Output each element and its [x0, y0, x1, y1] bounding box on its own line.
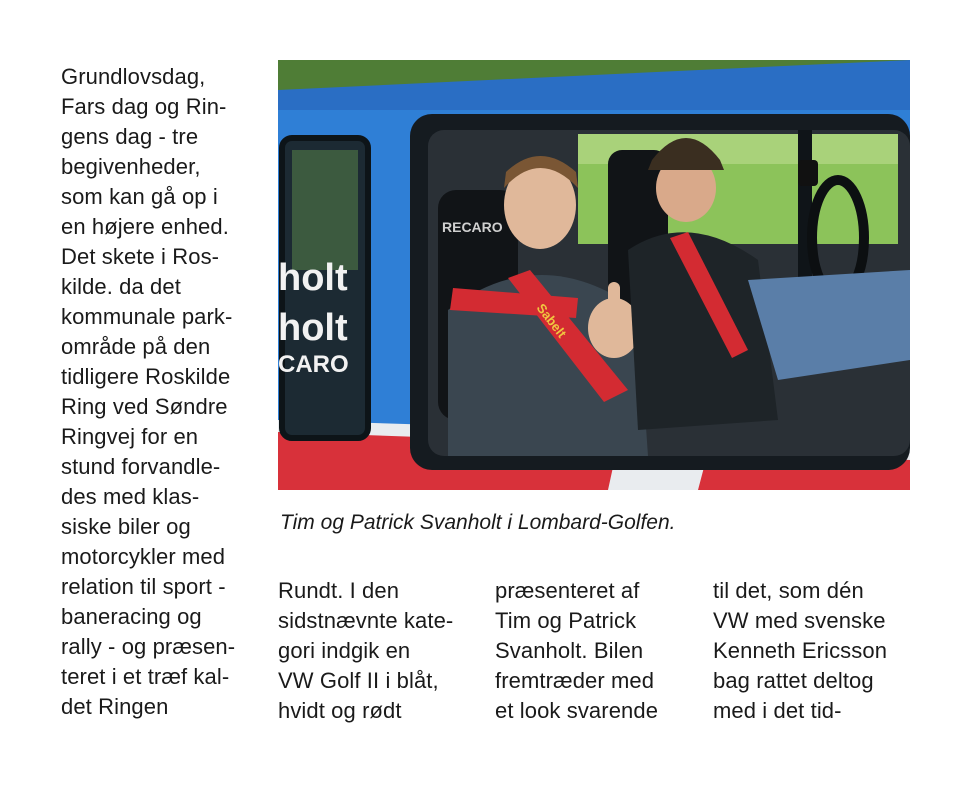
- text-line: rally - og præsen-: [61, 634, 236, 659]
- text-line: til det, som dén: [713, 578, 864, 603]
- text-line: med i det tid-: [713, 698, 842, 723]
- text-line: Ringvej for en: [61, 424, 199, 449]
- text-line: Kenneth Ericsson: [713, 638, 888, 663]
- article-column-b: [495, 576, 700, 726]
- door-text-2: holt: [278, 307, 348, 349]
- text-line: gori indgik en: [278, 638, 411, 663]
- text-line: VW med svenske: [713, 608, 886, 633]
- photo-illustration: [278, 60, 910, 490]
- text-line: det Ringen: [61, 694, 169, 719]
- door-text-1: holt: [278, 257, 348, 299]
- text-line: tidligere Roskilde: [61, 364, 231, 389]
- text-line: område på den: [61, 334, 211, 359]
- belt-text: Sabelt: [533, 300, 570, 341]
- text-line: des med klas-: [61, 484, 200, 509]
- text-line: gens dag - tre: [61, 124, 199, 149]
- text-line: et look svarende: [495, 698, 659, 723]
- text-line: Fars dag og Rin-: [61, 94, 227, 119]
- text-line: relation til sport -: [61, 574, 226, 599]
- text-line: Svanholt. Bilen: [495, 638, 644, 663]
- article-column-left: [61, 62, 266, 722]
- text-line: teret i et træf kal-: [61, 664, 230, 689]
- article-column-c: [713, 576, 918, 726]
- text-line: bag rattet deltog: [713, 668, 874, 693]
- text-line: motorcykler med: [61, 544, 226, 569]
- text-line: kilde. da det: [61, 274, 181, 299]
- text-line: VW Golf II i blåt,: [278, 668, 439, 693]
- text-line: Det skete i Ros-: [61, 244, 220, 269]
- text-line: Ring ved Søndre: [61, 394, 228, 419]
- photo-caption: Tim og Patrick Svanholt i Lombard-Golfen.: [280, 511, 676, 534]
- article-photo: [278, 60, 910, 490]
- text-line: en højere enhed.: [61, 214, 229, 239]
- text-line: stund forvandle-: [61, 454, 221, 479]
- text-line: baneracing og: [61, 604, 202, 629]
- text-line: fremtræder med: [495, 668, 655, 693]
- seat-brand-text: RECARO: [442, 219, 503, 235]
- text-line: kommunale park-: [61, 304, 233, 329]
- text-line: sidstnævnte kate-: [278, 608, 454, 633]
- article-column-a: [278, 576, 483, 726]
- text-line: som kan gå op i: [61, 184, 218, 209]
- text-line: Rundt. I den: [278, 578, 400, 603]
- text-line: Tim og Patrick: [495, 608, 637, 633]
- text-line: hvidt og rødt: [278, 698, 402, 723]
- door-text-3: CARO: [278, 351, 349, 378]
- text-line: Grundlovsdag,: [61, 64, 206, 89]
- text-line: begivenheder,: [61, 154, 201, 179]
- text-line: præsenteret af: [495, 578, 640, 603]
- text-line: siske biler og: [61, 514, 191, 539]
